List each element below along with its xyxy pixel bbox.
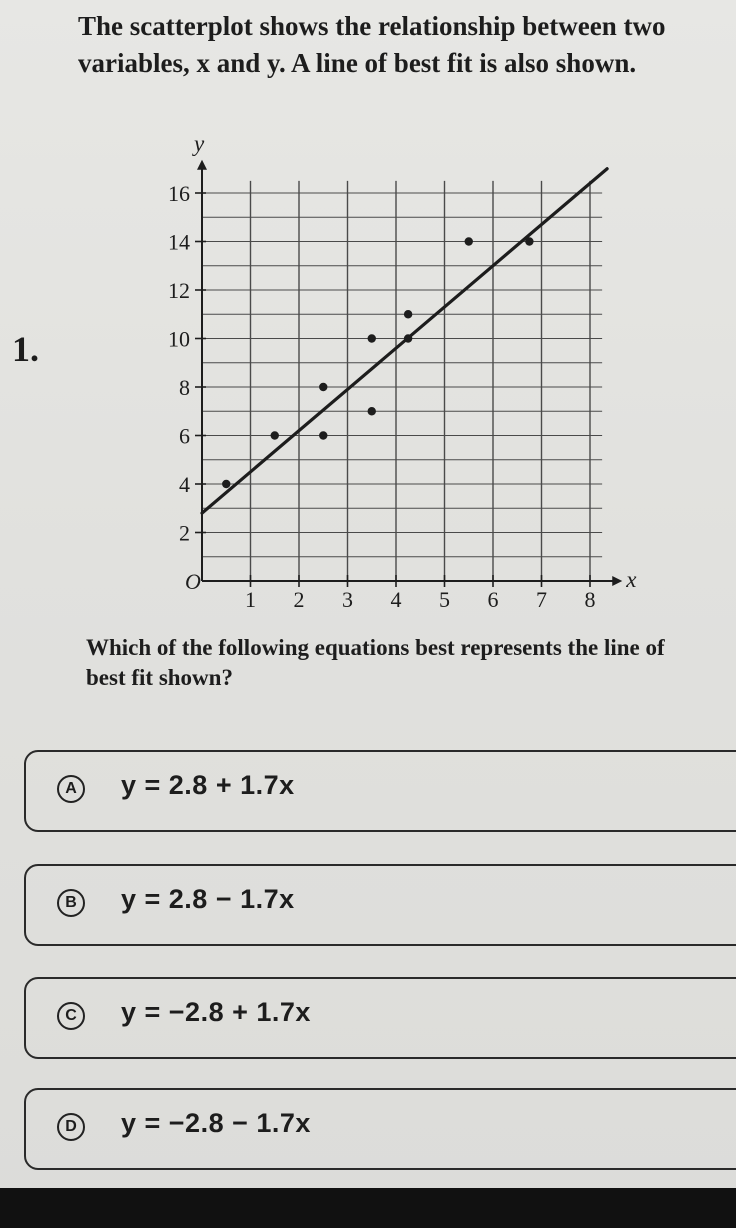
question-number: 1. xyxy=(12,329,39,369)
y-tick-label: 2 xyxy=(179,520,190,546)
x-tick-label: 6 xyxy=(487,587,499,612)
answer-choice-a[interactable] xyxy=(24,750,736,832)
chart-axes xyxy=(197,160,622,586)
choice-equation-d: y = −2.8 − 1.7x xyxy=(121,1108,311,1138)
scatter-point xyxy=(404,334,412,342)
x-axis-label: x xyxy=(626,567,637,592)
y-tick-label: 16 xyxy=(168,181,190,206)
scatter-point xyxy=(465,237,473,245)
scatter-point xyxy=(368,334,376,342)
scatter-point xyxy=(319,383,327,391)
question-prompt: The scatterplot shows the relationship between two variables, x and y. A line of best fit is also shown. xyxy=(78,11,666,78)
scatter-point xyxy=(368,407,376,415)
answer-choice-d[interactable] xyxy=(24,1088,736,1170)
scatter-point xyxy=(222,480,230,488)
chart-grid xyxy=(202,181,602,581)
scatter-point xyxy=(404,310,412,318)
choice-letter-a: A xyxy=(57,775,85,803)
question-text: Which of the following equations best represents the line of best fit shown? xyxy=(86,635,665,690)
y-axis-arrow-icon xyxy=(197,160,207,170)
best-fit-line xyxy=(202,169,607,513)
x-axis-arrow-icon xyxy=(612,576,622,586)
x-tick-label: 8 xyxy=(584,587,596,612)
y-tick-label: 10 xyxy=(168,326,190,352)
scatter-point xyxy=(271,431,279,439)
y-tick-label: 4 xyxy=(179,472,190,497)
scatter-point xyxy=(319,431,327,439)
y-tick-label: 6 xyxy=(179,423,190,449)
choice-equation-a: y = 2.8 + 1.7x xyxy=(121,770,295,800)
choice-letter-d: D xyxy=(57,1113,85,1141)
bottom-edge-bar xyxy=(0,1188,736,1228)
choice-equation-b: y = 2.8 − 1.7x xyxy=(121,884,295,914)
x-tick-label: 1 xyxy=(245,587,256,612)
origin-label: O xyxy=(185,569,201,594)
answer-choice-c[interactable] xyxy=(24,977,736,1059)
x-tick-label: 4 xyxy=(390,587,402,612)
y-tick-label: 12 xyxy=(168,278,190,303)
best-fit-line-group xyxy=(202,169,607,513)
x-tick-label: 7 xyxy=(536,587,547,612)
y-tick-label: 8 xyxy=(179,375,190,400)
x-tick-label: 5 xyxy=(439,587,450,612)
answer-choice-b[interactable] xyxy=(24,864,736,946)
choice-equation-c: y = −2.8 + 1.7x xyxy=(121,997,311,1027)
x-tick-label: 3 xyxy=(342,587,353,612)
choice-letter-c: C xyxy=(57,1002,85,1030)
y-axis-label: y xyxy=(194,130,205,156)
y-tick-label: 14 xyxy=(168,229,190,255)
choice-letter-b: B xyxy=(57,889,85,917)
x-tick-label: 2 xyxy=(293,587,305,612)
scatter-point xyxy=(525,237,533,245)
